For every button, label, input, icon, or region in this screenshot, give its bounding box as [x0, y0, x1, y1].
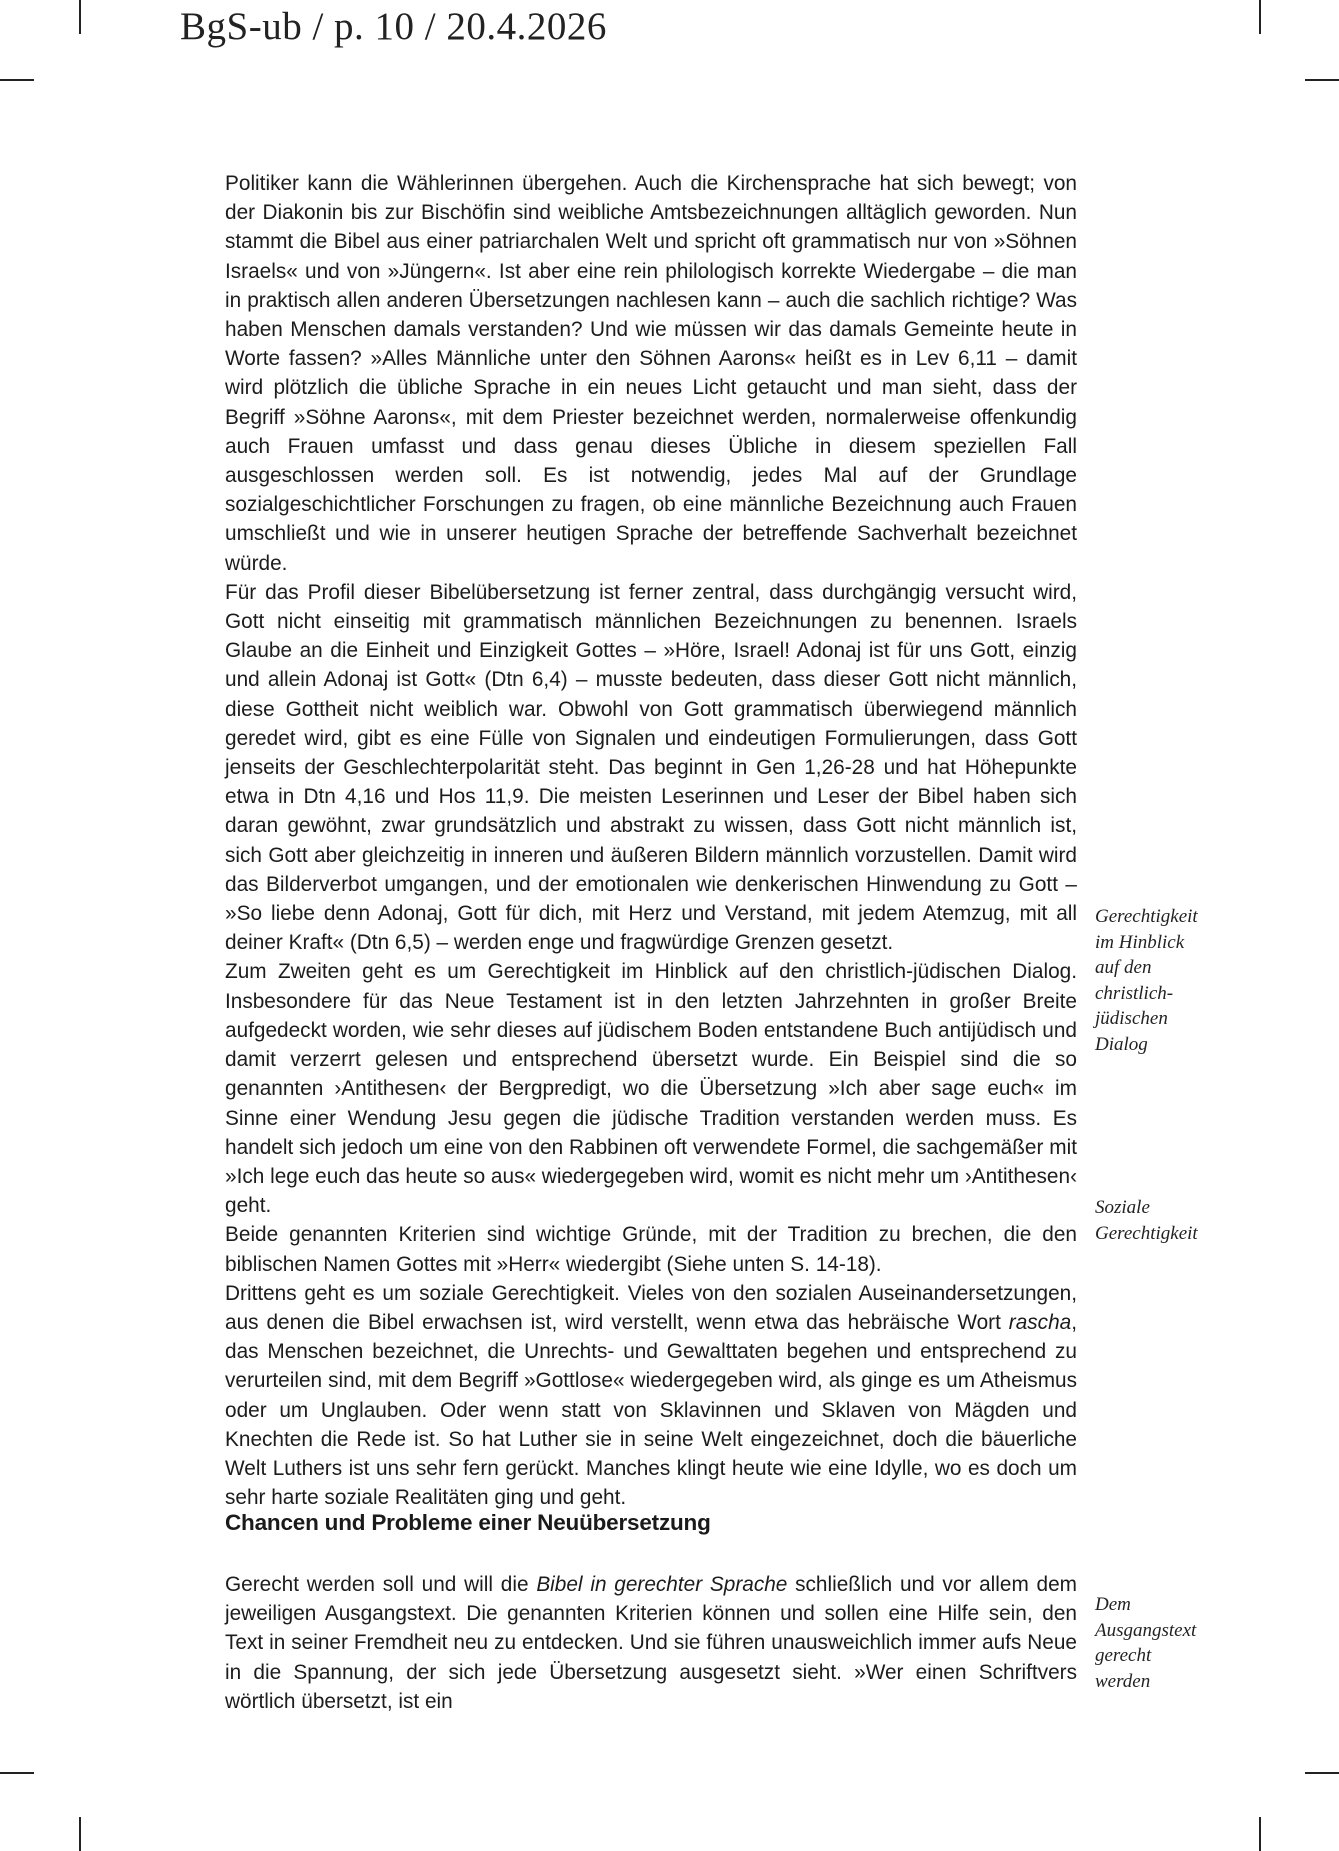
margin-note: Soziale Gerechtigkeit: [1095, 1197, 1198, 1244]
paragraph: [225, 957, 1083, 1220]
paragraph: [225, 578, 1083, 958]
crop-mark: [79, 1817, 81, 1851]
text-run: , das Menschen bezeichnet, die Unrechts- und Gewalttaten begehen und entsprechend zu verurteilen sind, mit dem Begriff »Gottlose« wiedergegeben wird, als ginge es um Atheismus oder um Unglauben. Oder wenn statt von Sklavinnen und Sklaven von Mägden und Knechten die Rede ist. So hat Luther sie in seine Welt eingezeichnet, doch die bäuerliche Welt Luthers ist uns sehr fern gerückt. Manches klingt heute wie eine Idylle, wo es doch um sehr harte soziale Realitäten ging und geht.: [225, 1310, 1083, 1510]
paragraph: [225, 1279, 1083, 1513]
margin-note: Gerechtigkeit im Hinblick auf den christlich- jüdischen Dialog: [1095, 906, 1198, 1055]
text-run: schließlich und vor allem dem jeweiligen Ausgangstext. Die genannten Kriterien können und sollen eine Hilfe sein, den Text in seiner Fremdheit neu zu entdecken. Und sie führen unausweichlich immer aufs Neue in die Spannung, der sich jede Übersetzung ausgesetzt sieht. »Wer einen Schriftvers wörtlich übersetzt, ist ein: [225, 1573, 1083, 1713]
crop-mark: [0, 79, 34, 81]
crop-mark: [1305, 79, 1339, 81]
paragraph: [225, 1570, 1083, 1716]
margin-note: Dem Ausgangstext gerecht werden: [1095, 1594, 1197, 1692]
crop-mark: [1259, 1817, 1261, 1851]
body-text: [225, 169, 1083, 1512]
section-heading: Chancen und Probleme einer Neuübersetzung: [225, 1510, 711, 1535]
crop-mark: [0, 1772, 34, 1774]
paragraph: [225, 1220, 1083, 1278]
text-run: Zum Zweiten geht es um Gerechtigkeit im Hinblick auf den christlich-jüdischen Dialog. Insbesondere für das Neue Testament ist in den letzten Jahrzehnten in großer Breite aufgedeckt worden, wie sehr dieses auf jüdischem Boden entstandene Buch antijüdisch und damit verzerrt gelesen und entsprechend übersetzt wurde. Ein Beispiel sind die so genannten ›Antithesen‹ der Bergpredigt, wo die Übersetzung »Ich aber sage euch« im Sinne einer Wendung Jesu gegen die jüdische Tradition verstanden werden muss. Es handelt sich jedoch um eine von den Rabbinen oft verwendete Formel, die sachgemäßer mit »Ich lege euch das heute so aus« wiedergegeben wird, womit es nicht mehr um ›Antithesen‹ geht.: [225, 960, 1083, 1218]
text-run: Gerecht werden soll und will die: [225, 1573, 537, 1596]
text-run: Beide genannten Kriterien sind wichtige Gründe, mit der Tradition zu brechen, die den biblischen Namen Gottes mit »Herr« wiedergibt (Siehe unten S. 14-18).: [225, 1223, 1083, 1276]
italic-run: Bibel in gerechter Sprache: [536, 1573, 788, 1596]
text-run: Drittens geht es um soziale Gerechtigkeit. Vieles von den sozialen Auseinandersetzungen, aus denen die Bibel erwachsen ist, wird verstellt, wenn etwa das hebräische Wort: [225, 1281, 1083, 1334]
crop-mark: [79, 0, 81, 34]
italic-run: rascha: [1008, 1310, 1072, 1334]
crop-mark: [1305, 1772, 1339, 1774]
section-body: [225, 1570, 1083, 1716]
crop-mark: [1259, 0, 1261, 34]
text-run: Politiker kann die Wählerinnen übergehen. Auch die Kirchensprache hat sich bewegt; von der Diakonin bis zur Bischöfin sind weibliche Amtsbezeichnungen alltäglich geworden. Nun stammt die Bibel aus einer patriarchalen Welt und spricht oft grammatisch nur von »Söhnen Israels« und von »Jüngern«. Ist aber eine rein philologisch korrekte Wiedergabe – die man in praktisch allen anderen Übersetzungen nachlesen kann – auch die sachlich richtige? Was haben Menschen damals verstanden? Und wie müssen wir das damals Gemeinte heute in Worte fassen? »Alles Männliche unter den Söhnen Aarons« heißt es in Lev 6,11 – damit wird plötzlich die übliche Sprache in ein neues Licht getaucht und man sieht, dass der Begriff »Söhne Aarons«, mit dem Priester bezeichnet werden, normalerweise offenkundig auch Frauen umfasst und dass genau dieses Übliche in diesem speziellen Fall ausgeschlossen werden soll. Es ist notwendig, jedes Mal auf der Grundlage sozialgeschichtlicher Forschungen zu fragen, ob eine männliche Bezeichnung auch Frauen umschließt und wie in unserer heutigen Sprache der betreffende Sachverhalt bezeichnet würde.: [225, 172, 1083, 575]
paragraph: [225, 169, 1083, 578]
text-run: Für das Profil dieser Bibelübersetzung ist ferner zentral, dass durchgängig versucht wird, Gott nicht einseitig mit grammatisch männlichen Bezeichnungen zu benennen. Israels Glaube an die Einheit und Einzigkeit Gottes – »Höre, Israel! Adonaj ist für uns Gott, einzig und allein Adonaj ist Gott« (Dtn 6,4) – musste bedeuten, dass dieser Gott nicht männlich, diese Gottheit nicht weiblich war. Obwohl von Gott grammatisch überwiegend männlich geredet wird, gibt es eine Fülle von Signalen und eindeutigen Formulierungen, dass Gott jenseits der Geschlechterpolarität steht. Das beginnt in Gen 1,26-28 und hat Höhepunkte etwa in Dtn 4,16 und Hos 11,9. Die meisten Leserinnen und Leser der Bibel haben sich daran gewöhnt, zwar grundsätzlich und abstrakt zu wissen, dass Gott nicht männlich ist, sich Gott aber gleichzeitig in inneren und äußeren Bildern männlich vorzustellen. Damit wird das Bilderverbot umgangen, und der emotionalen wie denkerischen Hinwendung zu Gott – »So liebe denn Adonaj, Gott für dich, mit Herz und Verstand, mit jedem Atemzug, mit all deiner Kraft« (Dtn 6,5) – werden enge und fragwürdige Grenzen gesetzt.: [225, 580, 1083, 955]
running-head: BgS-ub / p. 10 / 20.4.2026: [180, 5, 607, 48]
